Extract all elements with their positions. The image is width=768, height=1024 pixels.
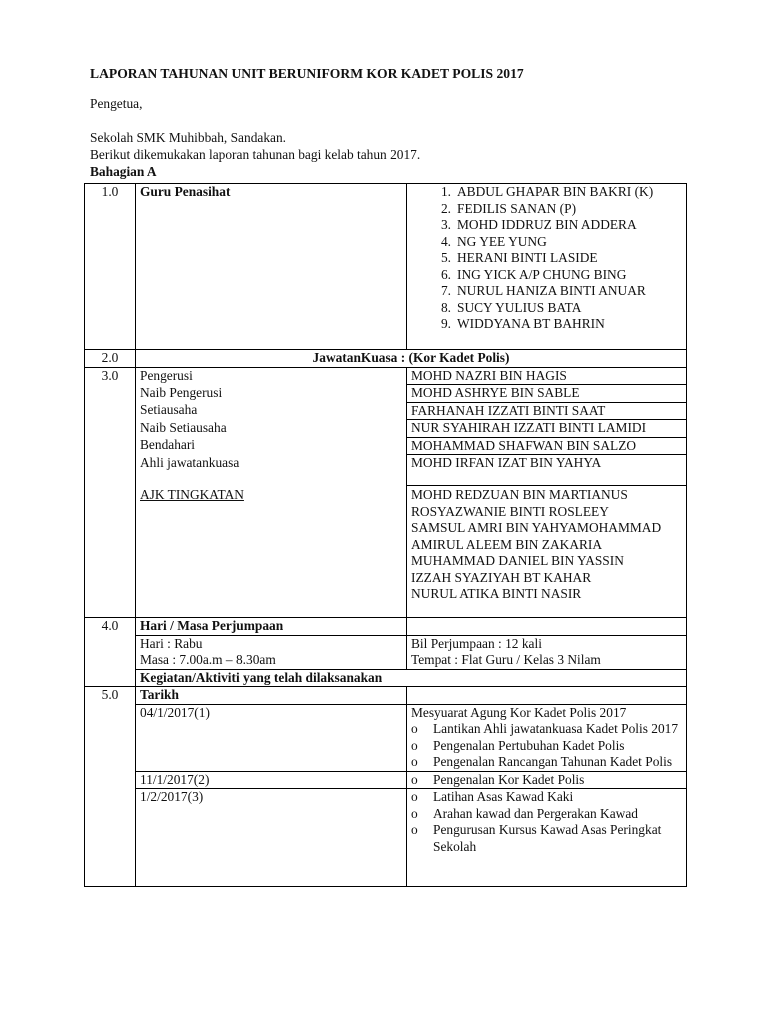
row-number-blank <box>85 771 136 789</box>
ajk-name: ROSYAZWANIE BINTI ROSLEEY <box>411 503 609 519</box>
activities-body <box>85 704 687 887</box>
activity-details <box>407 771 687 789</box>
committee-role: Ahli jawatankuasa <box>136 455 407 486</box>
committee-member: FARHANAH IZZATI BINTI SAAT <box>407 402 687 420</box>
meeting-count: Bil Perjumpaan : 12 kali <box>411 635 542 651</box>
row-number-blank <box>85 635 136 669</box>
row-meeting-details <box>85 635 687 669</box>
bullet-icon: o <box>411 737 418 753</box>
activities-label: Kegiatan/Aktiviti yang telah dilaksanakan <box>136 669 687 687</box>
row-number: 5.0 <box>85 687 136 705</box>
advisor-item <box>411 250 682 267</box>
activity-list <box>411 772 682 789</box>
advisor-number: 9. <box>440 316 451 331</box>
committee-body <box>85 367 687 618</box>
row-meeting-header <box>85 618 687 636</box>
bullet-icon: o <box>411 754 418 769</box>
activity-details <box>407 789 687 887</box>
ajk-name: IZZAH SYAZIYAH BT KAHAR <box>411 569 592 585</box>
row-activities-header <box>85 669 687 687</box>
committee-member: MOHAMMAD SHAFWAN BIN SALZO <box>407 437 687 455</box>
advisor-number: 7. <box>440 283 451 298</box>
row-committee-header <box>85 350 687 368</box>
meeting-day: Hari : Rabu <box>140 635 203 651</box>
advisor-item <box>411 201 682 218</box>
activity-date: 11/1/2017(2) <box>136 771 407 789</box>
advisor-item <box>411 184 682 201</box>
meeting-empty <box>407 618 687 636</box>
committee-row <box>85 385 687 403</box>
row-number-blank <box>85 669 136 687</box>
row-number-blank <box>85 789 136 887</box>
advisor-name: ING YICK A/P CHUNG BING <box>457 266 627 282</box>
intro-text: Berikut dikemukakan laporan tahunan bagi kelab tahun 2017. <box>90 147 421 162</box>
advisor-number: 6. <box>440 266 451 282</box>
ajk-name: MOHD REDZUAN BIN MARTIANUS <box>411 487 628 502</box>
section-heading: Bahagian A <box>90 164 157 179</box>
advisors-list-cell <box>407 184 687 350</box>
meeting-day-time <box>136 635 407 669</box>
row-number: 1.0 <box>85 184 136 350</box>
committee-role: Pengerusi <box>136 367 407 385</box>
committee-role: Naib Setiausaha <box>136 420 407 438</box>
activity-item <box>411 789 682 806</box>
bullet-icon: o <box>411 789 418 804</box>
advisor-number: 4. <box>440 233 451 249</box>
row-number-blank <box>85 402 136 420</box>
activity-date: 1/2/2017(3) <box>136 789 407 887</box>
meeting-count-place <box>407 635 687 669</box>
committee-row <box>85 367 687 385</box>
row-number: 4.0 <box>85 618 136 636</box>
meeting-label: Hari / Masa Perjumpaan <box>136 618 407 636</box>
activity-text: Pengenalan Pertubuhan Kadet Polis <box>433 737 625 753</box>
committee-role: Naib Pengerusi <box>136 385 407 403</box>
advisor-name: FEDILIS SANAN (P) <box>457 200 577 216</box>
advisor-number: 8. <box>440 299 451 315</box>
advisor-item <box>411 316 682 333</box>
activity-date: 04/1/2017(1) <box>136 704 407 771</box>
ajk-name: MUHAMMAD DANIEL BIN YASSIN <box>411 553 624 568</box>
ajk-label: AJK TINGKATAN <box>136 486 407 618</box>
activity-text: Arahan kawad dan Pergerakan Kawad <box>433 805 638 821</box>
activity-text: Latihan Asas Kawad Kaki <box>433 789 574 804</box>
ajk-names-cell <box>407 486 687 618</box>
row-number-blank <box>85 437 136 455</box>
advisor-item <box>411 283 682 300</box>
committee-row <box>85 420 687 438</box>
committee-member: MOHD IRFAN IZAT BIN YAHYA <box>407 455 687 486</box>
activity-text: Pengenalan Kor Kadet Polis <box>433 771 585 787</box>
committee-member: MOHD ASHRYE BIN SABLE <box>407 385 687 403</box>
advisor-name: HERANI BINTI LASIDE <box>457 250 598 265</box>
date-label: Tarikh <box>136 687 407 705</box>
activity-row <box>85 789 687 887</box>
committee-row <box>85 402 687 420</box>
row-number: 2.0 <box>85 350 136 368</box>
activity-item <box>411 754 682 771</box>
committee-row <box>85 455 687 486</box>
committee-member: NUR SYAHIRAH IZZATI BINTI LAMIDI <box>407 420 687 438</box>
advisor-number: 1. <box>440 184 451 199</box>
activity-item <box>411 822 682 855</box>
advisor-number: 2. <box>440 200 451 216</box>
advisor-name: NG YEE YUNG <box>457 233 547 249</box>
advisor-number: 3. <box>440 217 451 232</box>
advisor-name: ABDUL GHAPAR BIN BAKRI (K) <box>457 184 654 199</box>
advisor-name: NURUL HANIZA BINTI ANUAR <box>457 283 646 298</box>
bullet-icon: o <box>411 721 418 736</box>
activity-item <box>411 806 682 823</box>
bullet-icon: o <box>411 771 418 787</box>
advisors-list <box>411 184 682 333</box>
advisor-name: SUCY YULIUS BATA <box>457 299 582 315</box>
committee-heading: JawatanKuasa : (Kor Kadet Polis) <box>136 350 687 368</box>
bullet-icon: o <box>411 822 418 837</box>
date-empty <box>407 687 687 705</box>
activity-row <box>85 704 687 771</box>
advisor-name: WIDDYANA BT BAHRIN <box>457 316 605 331</box>
activity-item <box>411 721 682 738</box>
committee-role: Bendahari <box>136 437 407 455</box>
activity-list <box>411 721 682 771</box>
committee-member: MOHD NAZRI BIN HAGIS <box>407 367 687 385</box>
advisors-label: Guru Penasihat <box>136 184 407 350</box>
row-number-blank <box>85 385 136 403</box>
advisor-item <box>411 267 682 284</box>
committee-row-ajk <box>85 486 687 618</box>
activity-row <box>85 771 687 789</box>
row-number-blank <box>85 420 136 438</box>
advisor-item <box>411 234 682 251</box>
advisor-item <box>411 300 682 317</box>
activity-heading: Mesyuarat Agung Kor Kadet Polis 2017 <box>411 704 627 720</box>
advisor-number: 5. <box>440 250 451 265</box>
row-number-blank <box>85 704 136 771</box>
row-number-blank <box>85 455 136 486</box>
activity-item <box>411 738 682 755</box>
committee-role: Setiausaha <box>136 402 407 420</box>
ajk-name: SAMSUL AMRI BIN YAHYAMOHAMMAD <box>411 520 662 535</box>
activity-list <box>411 789 682 855</box>
row-number: 3.0 <box>85 367 136 385</box>
activity-text: Pengurusan Kursus Kawad Asas Peringkat Sekolah <box>433 822 662 854</box>
ajk-name: AMIRUL ALEEM BIN ZAKARIA <box>411 536 603 552</box>
activity-text: Pengenalan Rancangan Tahunan Kadet Polis <box>433 754 673 769</box>
meeting-place: Tempat : Flat Guru / Kelas 3 Nilam <box>411 652 601 667</box>
advisor-item <box>411 217 682 234</box>
page-title: LAPORAN TAHUNAN UNIT BERUNIFORM KOR KADET POLIS 2017 <box>90 66 524 81</box>
row-date-header <box>85 687 687 705</box>
activity-details <box>407 704 687 771</box>
activity-item <box>411 772 682 789</box>
meeting-time: Masa : 7.00a.m – 8.30am <box>140 652 276 667</box>
committee-row <box>85 437 687 455</box>
activity-text: Lantikan Ahli jawatankuasa Kadet Polis 2017 <box>433 721 679 736</box>
row-number-blank <box>85 486 136 618</box>
salutation: Pengetua, <box>90 96 143 111</box>
advisor-name: MOHD IDDRUZ BIN ADDERA <box>457 217 637 232</box>
school-name: Sekolah SMK Muhibbah, Sandakan. <box>90 130 287 145</box>
report-table <box>84 183 687 887</box>
row-advisors <box>85 184 687 350</box>
ajk-name: NURUL ATIKA BINTI NASIR <box>411 586 582 601</box>
bullet-icon: o <box>411 805 418 821</box>
